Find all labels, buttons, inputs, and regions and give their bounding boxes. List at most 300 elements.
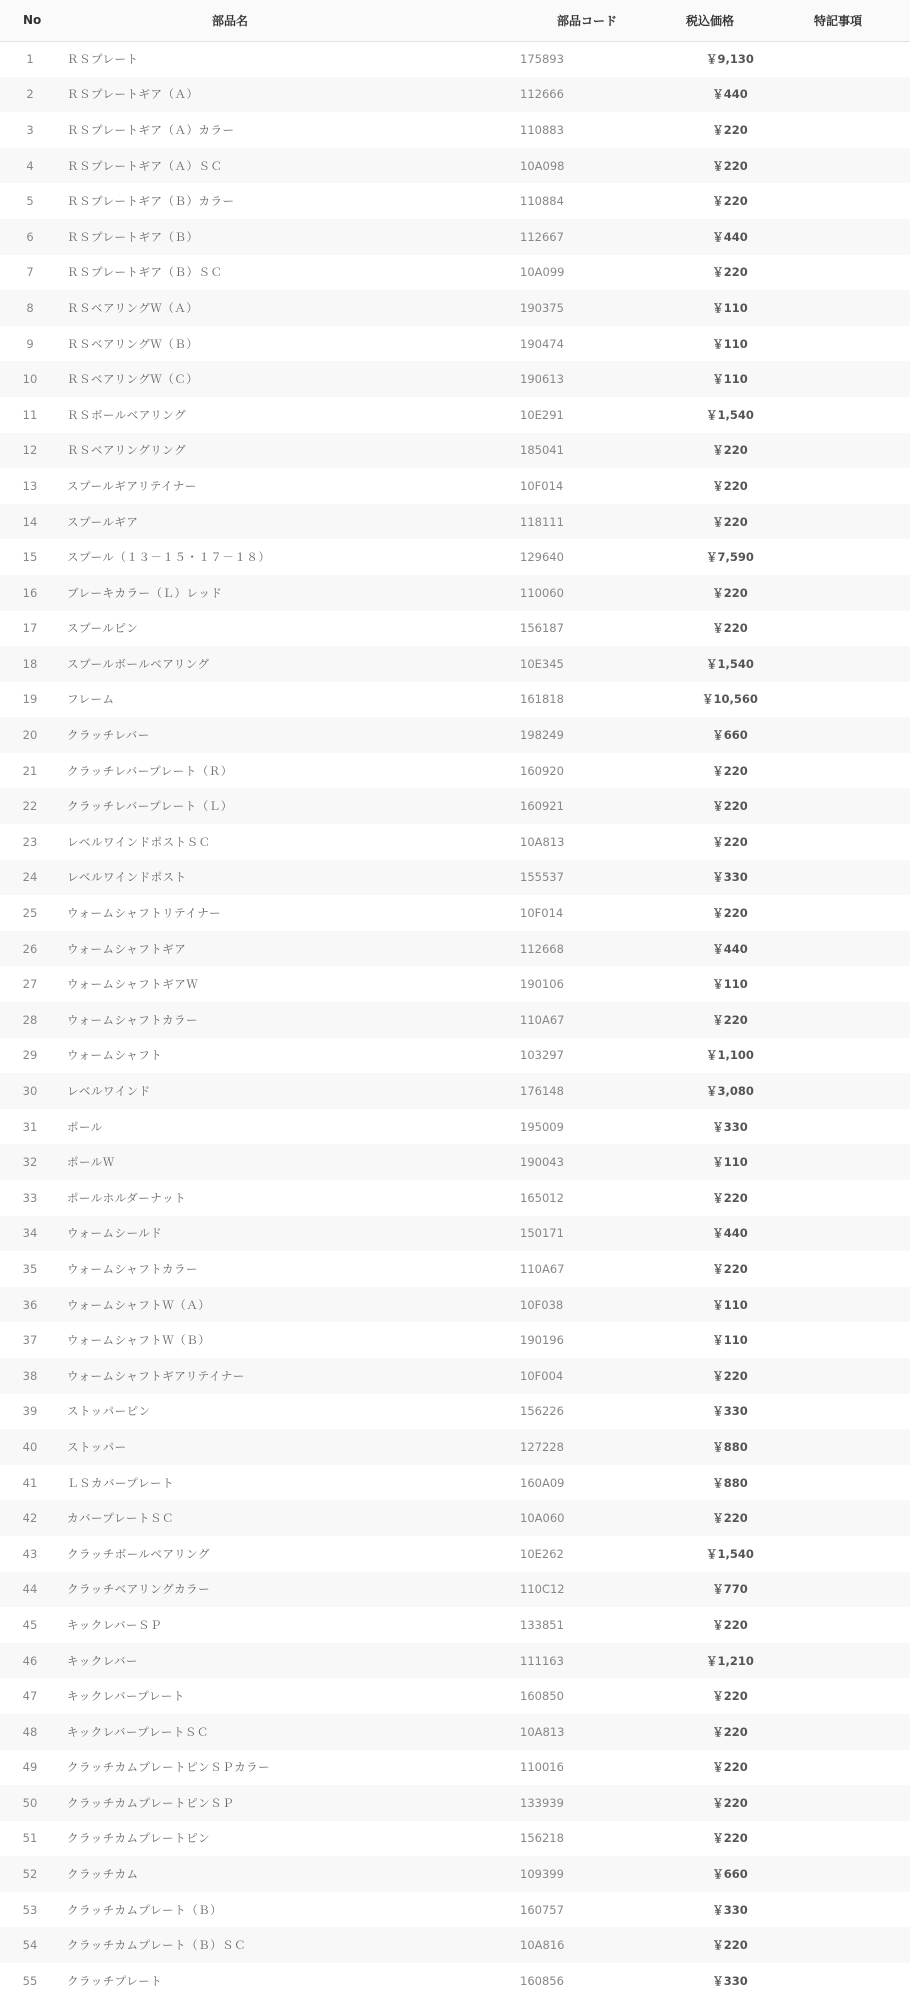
row-part-name: ウォームシャフトＷ（Ｂ） (67, 1333, 211, 1348)
row-part-name: レベルワインドポストＳＣ (67, 834, 211, 849)
table-row (0, 41, 910, 77)
row-no: 54 (22, 1938, 38, 1953)
row-no: 45 (22, 1617, 38, 1632)
row-price: ￥220 (712, 621, 748, 636)
table-row (0, 824, 910, 860)
row-part-code: 190474 (520, 336, 564, 351)
row-part-code: 10E262 (520, 1546, 564, 1561)
table-row (0, 1358, 910, 1394)
table-row (0, 1287, 910, 1323)
row-no: 18 (22, 656, 38, 671)
row-notes (790, 1038, 910, 1074)
row-price: ￥9,130 (706, 52, 754, 67)
table-row (0, 183, 910, 219)
row-part-name: ＲＳプレート (67, 52, 139, 67)
table-row (0, 1073, 910, 1109)
row-part-code: 10F014 (520, 906, 564, 921)
row-no: 20 (22, 728, 38, 743)
row-part-code: 133939 (520, 1795, 564, 1810)
row-price: ￥330 (712, 1973, 748, 1988)
row-notes (790, 1180, 910, 1216)
row-notes (790, 1536, 910, 1572)
row-notes (790, 1144, 910, 1180)
row-no: 28 (22, 1012, 38, 1027)
row-part-code: 175893 (520, 52, 564, 67)
row-part-code: 110884 (520, 194, 564, 209)
row-no: 7 (26, 265, 34, 280)
table-row (0, 1536, 910, 1572)
row-notes (790, 1572, 910, 1608)
row-part-code: 10A099 (520, 265, 565, 280)
row-notes (790, 1750, 910, 1786)
row-no: 21 (22, 763, 38, 778)
row-price: ￥220 (712, 585, 748, 600)
row-part-code: 160757 (520, 1902, 564, 1917)
row-part-name: ポール (67, 1119, 103, 1134)
row-part-code: 112667 (520, 229, 564, 244)
row-part-code: 155537 (520, 870, 564, 885)
row-no: 35 (22, 1261, 38, 1276)
row-no: 47 (22, 1689, 38, 1704)
row-price: ￥1,540 (706, 656, 754, 671)
row-no: 5 (26, 194, 34, 209)
row-no: 44 (22, 1582, 38, 1597)
header-part-code: 部品コード (520, 0, 670, 41)
row-part-name: スプールボールベアリング (67, 656, 210, 671)
table-row (0, 1714, 910, 1750)
row-notes (790, 1002, 910, 1038)
row-price: ￥770 (712, 1582, 748, 1597)
row-notes (790, 1892, 910, 1928)
row-no: 19 (22, 692, 38, 707)
row-notes (790, 1287, 910, 1323)
row-no: 4 (26, 158, 34, 173)
row-part-code: 160850 (520, 1689, 564, 1704)
row-part-name: キックレバープレート (67, 1689, 185, 1704)
row-no: 34 (22, 1226, 38, 1241)
header-part-name: 部品名 (60, 0, 520, 41)
row-part-code: 10E345 (520, 656, 564, 671)
row-price: ￥440 (712, 229, 748, 244)
row-notes (790, 433, 910, 469)
table-row (0, 895, 910, 931)
row-part-code: 190375 (520, 300, 564, 315)
row-notes (790, 148, 910, 184)
row-notes (790, 468, 910, 504)
row-price: ￥440 (712, 87, 748, 102)
row-no: 53 (22, 1902, 38, 1917)
row-no: 24 (22, 870, 38, 885)
row-part-code: 110060 (520, 585, 564, 600)
row-part-code: 195009 (520, 1119, 564, 1134)
row-no: 13 (22, 478, 38, 493)
row-no: 17 (22, 621, 38, 636)
row-price: ￥220 (712, 1795, 748, 1810)
row-notes (790, 1216, 910, 1252)
row-notes (790, 539, 910, 575)
row-part-code: 160A09 (520, 1475, 565, 1490)
row-part-name: ＲＳプレートギア（Ａ）ＳＣ (67, 158, 223, 173)
row-part-code: 156226 (520, 1404, 564, 1419)
row-notes (790, 753, 910, 789)
table-row (0, 717, 910, 753)
table-row (0, 1144, 910, 1180)
row-price: ￥1,100 (706, 1048, 754, 1063)
row-no: 30 (22, 1084, 38, 1099)
table-row (0, 1322, 910, 1358)
row-part-name: クラッチレバー (67, 728, 150, 743)
table-row (0, 1927, 910, 1963)
table-row (0, 1429, 910, 1465)
row-price: ￥220 (712, 1831, 748, 1846)
row-notes (790, 1856, 910, 1892)
row-part-name: ＬＳカバープレート (67, 1475, 174, 1490)
table-row (0, 1180, 910, 1216)
row-notes (790, 611, 910, 647)
row-price: ￥220 (712, 1938, 748, 1953)
row-part-name: レベルワインド (67, 1084, 151, 1099)
parts-table-header (0, 0, 910, 41)
table-row (0, 966, 910, 1002)
row-part-name: クラッチプレート (67, 1973, 163, 1988)
row-part-code: 103297 (520, 1048, 564, 1063)
row-part-name: クラッチボールベアリング (67, 1546, 210, 1561)
row-price: ￥220 (712, 194, 748, 209)
row-no: 40 (22, 1439, 38, 1454)
row-price: ￥110 (712, 300, 748, 315)
row-part-name: ウォームシャフトギアＷ (67, 977, 199, 992)
row-part-code: 110A67 (520, 1012, 565, 1027)
row-part-name: ＲＳベアリングリング (67, 443, 187, 458)
row-part-name: フレーム (67, 692, 115, 707)
row-notes (790, 966, 910, 1002)
row-notes (790, 646, 910, 682)
row-price: ￥220 (712, 158, 748, 173)
table-row (0, 77, 910, 113)
table-row (0, 1002, 910, 1038)
row-part-name: ウォームシャフトカラー (67, 1261, 198, 1276)
row-notes (790, 1821, 910, 1857)
table-row (0, 1251, 910, 1287)
row-price: ￥220 (712, 906, 748, 921)
row-price: ￥440 (712, 1226, 748, 1241)
row-part-name: クラッチレバープレート（Ｒ） (67, 763, 233, 778)
parts-table-body (0, 41, 910, 1999)
row-part-code: 112666 (520, 87, 564, 102)
row-notes (790, 1678, 910, 1714)
table-row (0, 1678, 910, 1714)
row-part-code: 10A098 (520, 158, 565, 173)
row-part-name: キックレバーＳＰ (67, 1617, 162, 1632)
row-part-code: 10F014 (520, 478, 564, 493)
row-price: ￥660 (712, 1867, 748, 1882)
row-part-code: 10A060 (520, 1511, 565, 1526)
row-part-code: 10A813 (520, 834, 565, 849)
row-part-name: ウォームシャフトカラー (67, 1012, 198, 1027)
row-no: 23 (22, 834, 38, 849)
table-row (0, 255, 910, 291)
table-row (0, 290, 910, 326)
row-part-name: ＲＳベアリングＷ（Ａ） (67, 300, 199, 315)
row-no: 42 (22, 1511, 38, 1526)
row-part-name: クラッチカム (67, 1867, 139, 1882)
row-part-code: 112668 (520, 941, 564, 956)
row-price: ￥3,080 (706, 1084, 754, 1099)
row-price: ￥330 (712, 870, 748, 885)
table-row (0, 753, 910, 789)
table-row (0, 682, 910, 718)
row-no: 10 (22, 372, 38, 387)
table-row (0, 1216, 910, 1252)
row-part-name: クラッチカムプレートピンＳＰカラー (67, 1760, 271, 1775)
row-notes (790, 397, 910, 433)
row-part-name: キックレバープレートＳＣ (67, 1724, 209, 1739)
row-part-code: 176148 (520, 1084, 564, 1099)
table-row (0, 433, 910, 469)
row-price: ￥7,590 (706, 550, 754, 565)
row-notes (790, 361, 910, 397)
table-row (0, 1109, 910, 1145)
row-part-code: 190196 (520, 1333, 564, 1348)
table-row (0, 397, 910, 433)
row-part-code: 10F038 (520, 1297, 564, 1312)
row-part-name: クラッチレバープレート（Ｌ） (67, 799, 233, 814)
row-no: 8 (26, 300, 34, 315)
row-part-name: ウォームシャフト (67, 1048, 163, 1063)
table-row (0, 326, 910, 362)
row-part-name: ウォームシャフトギアリテイナー (67, 1368, 245, 1383)
row-notes (790, 255, 910, 291)
table-row (0, 539, 910, 575)
row-price: ￥220 (712, 1261, 748, 1276)
row-price: ￥1,210 (706, 1653, 754, 1668)
table-row (0, 1038, 910, 1074)
row-notes (790, 717, 910, 753)
row-part-code: 110C12 (520, 1582, 565, 1597)
row-part-name: ウォームシャフトＷ（Ａ） (67, 1297, 211, 1312)
row-no: 9 (26, 336, 34, 351)
row-price: ￥220 (712, 834, 748, 849)
row-part-code: 156187 (520, 621, 564, 636)
row-price: ￥220 (712, 763, 748, 778)
row-notes (790, 575, 910, 611)
row-notes (790, 1785, 910, 1821)
row-no: 38 (22, 1368, 38, 1383)
row-part-code: 10A813 (520, 1724, 565, 1739)
row-part-code: 10A816 (520, 1938, 565, 1953)
row-price: ￥220 (712, 1190, 748, 1205)
table-row (0, 860, 910, 896)
row-no: 22 (22, 799, 38, 814)
row-part-code: 161818 (520, 692, 564, 707)
row-price: ￥330 (712, 1119, 748, 1134)
row-part-name: スプールギアリテイナー (67, 478, 197, 493)
row-price: ￥110 (712, 1333, 748, 1348)
table-row (0, 361, 910, 397)
header-notes: 特記事項 (790, 0, 910, 41)
row-part-name: ＲＳボールベアリング (67, 407, 187, 422)
table-row (0, 1785, 910, 1821)
row-part-name: レベルワインドポスト (67, 870, 187, 885)
row-part-name: ＲＳベアリングＷ（Ｃ） (67, 372, 199, 387)
row-price: ￥220 (712, 478, 748, 493)
row-price: ￥220 (712, 1617, 748, 1632)
row-part-name: スプールピン (67, 621, 139, 636)
row-price: ￥220 (712, 1724, 748, 1739)
header-no: No (0, 0, 60, 41)
row-part-code: 160921 (520, 799, 564, 814)
row-part-code: 109399 (520, 1867, 564, 1882)
row-no: 16 (22, 585, 38, 600)
table-row (0, 1572, 910, 1608)
row-price: ￥880 (712, 1475, 748, 1490)
row-notes (790, 77, 910, 113)
row-part-name: ＲＳプレートギア（Ｂ） (67, 229, 199, 244)
row-notes (790, 1963, 910, 1999)
row-price: ￥440 (712, 941, 748, 956)
row-part-name: スプールギア (67, 514, 139, 529)
table-row (0, 219, 910, 255)
row-notes (790, 895, 910, 931)
row-part-code: 190043 (520, 1155, 564, 1170)
row-part-name: カバープレートＳＣ (67, 1511, 174, 1526)
row-notes (790, 290, 910, 326)
row-notes (790, 931, 910, 967)
row-part-code: 10F004 (520, 1368, 564, 1383)
row-price: ￥220 (712, 799, 748, 814)
row-notes (790, 1073, 910, 1109)
row-price: ￥880 (712, 1439, 748, 1454)
row-no: 51 (22, 1831, 38, 1846)
row-part-name: ＲＳベアリングＷ（Ｂ） (67, 336, 199, 351)
header-price: 税込価格 (670, 0, 790, 41)
table-row (0, 1821, 910, 1857)
row-part-code: 110883 (520, 122, 564, 137)
header-row (0, 0, 910, 41)
row-part-name: ウォームシャフトリテイナー (67, 906, 222, 921)
table-row (0, 646, 910, 682)
row-part-name: ＲＳプレートギア（Ｂ）カラー (67, 194, 235, 209)
row-no: 14 (22, 514, 38, 529)
row-price: ￥220 (712, 1511, 748, 1526)
row-notes (790, 1500, 910, 1536)
row-no: 46 (22, 1653, 38, 1668)
row-price: ￥220 (712, 1760, 748, 1775)
row-notes (790, 112, 910, 148)
row-part-code: 185041 (520, 443, 564, 458)
row-no: 29 (22, 1048, 38, 1063)
row-part-code: 160920 (520, 763, 564, 778)
row-notes (790, 326, 910, 362)
row-part-name: クラッチカムプレートピン (67, 1831, 211, 1846)
table-row (0, 1750, 910, 1786)
row-no: 26 (22, 941, 38, 956)
row-price: ￥220 (712, 1368, 748, 1383)
row-no: 39 (22, 1404, 38, 1419)
row-part-code: 160856 (520, 1973, 564, 1988)
row-no: 25 (22, 906, 38, 921)
row-notes (790, 1322, 910, 1358)
row-part-name: ストッパー (67, 1439, 127, 1454)
row-part-code: 118111 (520, 514, 564, 529)
table-row (0, 504, 910, 540)
row-no: 32 (22, 1155, 38, 1170)
row-notes (790, 1109, 910, 1145)
row-part-code: 190106 (520, 977, 564, 992)
row-part-code: 127228 (520, 1439, 564, 1454)
row-price: ￥660 (712, 728, 748, 743)
row-notes (790, 1714, 910, 1750)
row-part-name: スプール（１３－１５・１７－１８） (67, 550, 271, 565)
row-no: 3 (26, 122, 34, 137)
row-notes (790, 1465, 910, 1501)
table-row (0, 1607, 910, 1643)
row-no: 49 (22, 1760, 38, 1775)
table-row (0, 1500, 910, 1536)
row-price: ￥330 (712, 1902, 748, 1917)
row-no: 43 (22, 1546, 38, 1561)
row-notes (790, 860, 910, 896)
row-part-code: 110A67 (520, 1261, 565, 1276)
row-part-code: 198249 (520, 728, 564, 743)
row-price: ￥220 (712, 1012, 748, 1027)
row-part-code: 165012 (520, 1190, 564, 1205)
row-no: 11 (22, 407, 38, 422)
row-part-name: ポールＷ (67, 1155, 115, 1170)
row-part-code: 10E291 (520, 407, 564, 422)
row-price: ￥110 (712, 1155, 748, 1170)
row-notes (790, 788, 910, 824)
row-part-name: クラッチカムプレートピンＳＰ (67, 1795, 235, 1810)
row-notes (790, 824, 910, 860)
row-part-name: クラッチカムプレート（Ｂ） (67, 1902, 223, 1917)
row-part-name: ＲＳプレートギア（Ａ）カラー (67, 122, 235, 137)
table-row (0, 1892, 910, 1928)
row-notes (790, 1927, 910, 1963)
row-notes (790, 219, 910, 255)
row-price: ￥220 (712, 122, 748, 137)
row-price: ￥220 (712, 1689, 748, 1704)
row-notes (790, 1429, 910, 1465)
table-row (0, 931, 910, 967)
row-part-name: ＲＳプレートギア（Ｂ）ＳＣ (67, 265, 223, 280)
table-row (0, 112, 910, 148)
row-price: ￥10,560 (702, 692, 758, 707)
row-no: 33 (22, 1190, 38, 1205)
row-part-name: クラッチカムプレート（Ｂ）ＳＣ (67, 1938, 247, 1953)
table-row (0, 1856, 910, 1892)
row-price: ￥220 (712, 514, 748, 529)
row-part-code: 129640 (520, 550, 564, 565)
row-no: 15 (22, 550, 38, 565)
table-row (0, 1394, 910, 1430)
row-part-name: クラッチベアリングカラー (67, 1582, 211, 1597)
row-notes (790, 41, 910, 77)
row-no: 48 (22, 1724, 38, 1739)
table-row (0, 468, 910, 504)
row-part-name: ＲＳプレートギア（Ａ） (67, 87, 199, 102)
table-row (0, 611, 910, 647)
row-no: 6 (26, 229, 34, 244)
row-price: ￥220 (712, 265, 748, 280)
row-no: 12 (22, 443, 38, 458)
row-part-code: 133851 (520, 1617, 564, 1632)
row-price: ￥1,540 (706, 1546, 754, 1561)
row-notes (790, 1394, 910, 1430)
row-notes (790, 1607, 910, 1643)
row-part-name: ウォームシャフトギア (67, 941, 187, 956)
table-row (0, 788, 910, 824)
